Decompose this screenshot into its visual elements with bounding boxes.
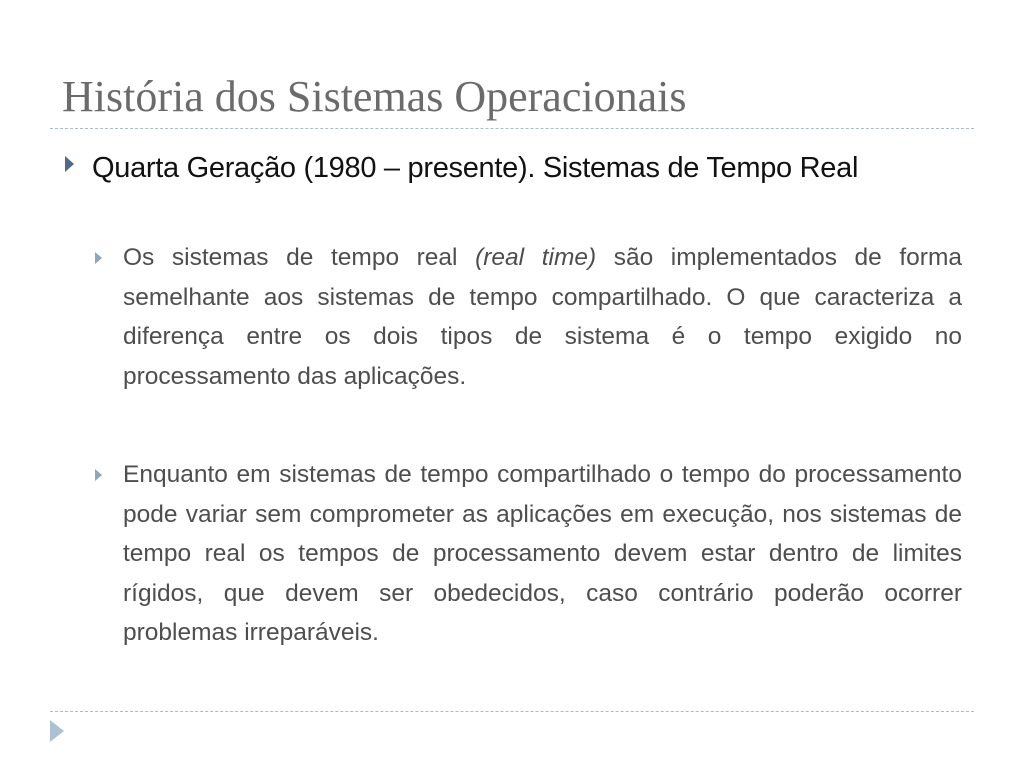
next-slide-arrow-icon[interactable] xyxy=(50,720,64,742)
triangle-right-icon xyxy=(65,156,74,172)
level1-bullet-text: Quarta Geração (1980 – presente). Sistemas de Tempo Real xyxy=(92,152,859,184)
italic-term: (real time) xyxy=(475,244,597,271)
paragraph-text-end: são implementados de forma semelhante aos sistemas de tempo compartilhado. O que caracteriza a diferença entre os dois tipos de sistema é o tempo exigido no processamento das aplicações. xyxy=(123,244,962,390)
slide-title: História dos Sistemas Operacionais xyxy=(62,72,687,121)
triangle-right-icon xyxy=(95,252,102,264)
level2-paragraph-time-limits: Enquanto em sistemas de tempo compartilhado o tempo do processamento pode variar sem comprometer as aplicações em execução, nos sistemas de tempo real os tempos de processamento devem estar dentro de limites rígidos, que devem ser obedecidos, caso contrário poderão ocorrer problemas irreparáveis. xyxy=(123,461,962,646)
footer-divider xyxy=(50,711,974,712)
triangle-right-icon xyxy=(95,469,102,481)
level2-paragraph-real-time xyxy=(123,238,962,396)
title-divider xyxy=(50,128,974,129)
paragraph-text-start: Os sistemas de tempo real xyxy=(123,244,476,271)
